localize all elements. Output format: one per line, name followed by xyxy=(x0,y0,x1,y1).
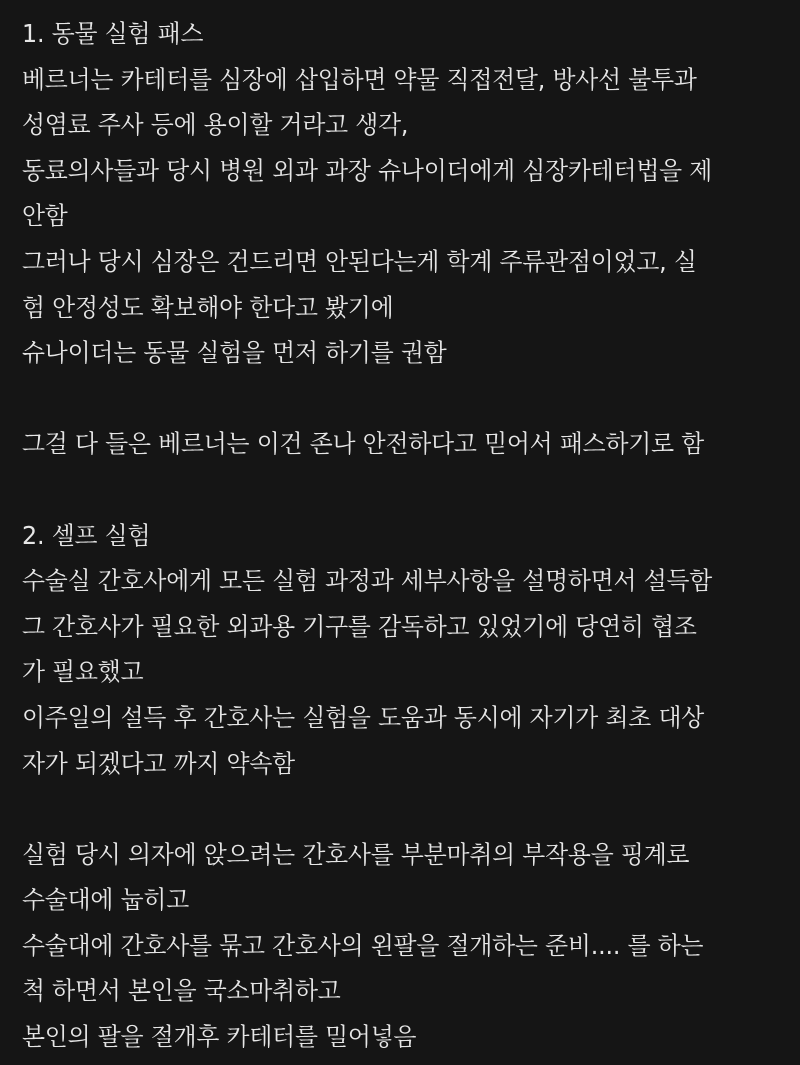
text-line: 실험 당시 의자에 앉으려는 간호사를 부분마취의 부작용을 핑계로 xyxy=(22,839,690,869)
text-line: 동료의사들과 당시 병원 외과 과장 슈나이더에게 심장카테터법을 제 xyxy=(22,155,713,185)
paragraph-spacer xyxy=(22,467,800,513)
text-line: 본인의 팔을 절개후 카테터를 밀어넣음 xyxy=(22,1022,417,1052)
text-line: 수술대에 간호사를 묶고 간호사의 왼팔을 절개하는 준비.... 를 하는 xyxy=(22,930,704,960)
section-2-heading: 2. 셀프 실험 xyxy=(22,520,151,550)
text-line: 가 필요했고 xyxy=(22,657,144,687)
paragraph-spacer xyxy=(22,376,800,422)
text-line: 수술실 간호사에게 모든 실험 과정과 세부사항을 설명하면서 설득함 xyxy=(22,566,713,596)
text-line: 성염료 주사 등에 용이할 거라고 생각, xyxy=(22,110,409,140)
text-line: 그걸 다 들은 베르너는 이건 존나 안전하다고 믿어서 패스하기로 함 xyxy=(22,429,705,459)
text-line: 그러나 당시 심장은 건드리면 안된다는게 학계 주류관점이었고, 실 xyxy=(22,246,697,276)
text-line: 수술대에 눕히고 xyxy=(22,885,189,915)
section-1-heading: 1. 동물 실험 패스 xyxy=(22,19,204,48)
text-line: 안함 xyxy=(22,201,68,231)
text-line: 척 하면서 본인을 국소마취하고 xyxy=(22,976,341,1006)
text-line: 험 안정성도 확보해야 한다고 봤기에 xyxy=(22,292,394,322)
text-line: 이주일의 설득 후 간호사는 실험을 도움과 동시에 자기가 최초 대상 xyxy=(22,702,705,732)
text-line: 자가 되겠다고 까지 약속함 xyxy=(22,748,295,778)
text-line: 슈나이더는 동물 실험을 먼저 하기를 권함 xyxy=(22,338,447,368)
paragraph-spacer xyxy=(22,786,800,832)
text-line: 그 간호사가 필요한 외과용 기구를 감독하고 있었기에 당연히 협조 xyxy=(22,611,697,641)
text-line: 베르너는 카테터를 심장에 삽입하면 약물 직접전달, 방사선 불투과 xyxy=(22,64,697,94)
